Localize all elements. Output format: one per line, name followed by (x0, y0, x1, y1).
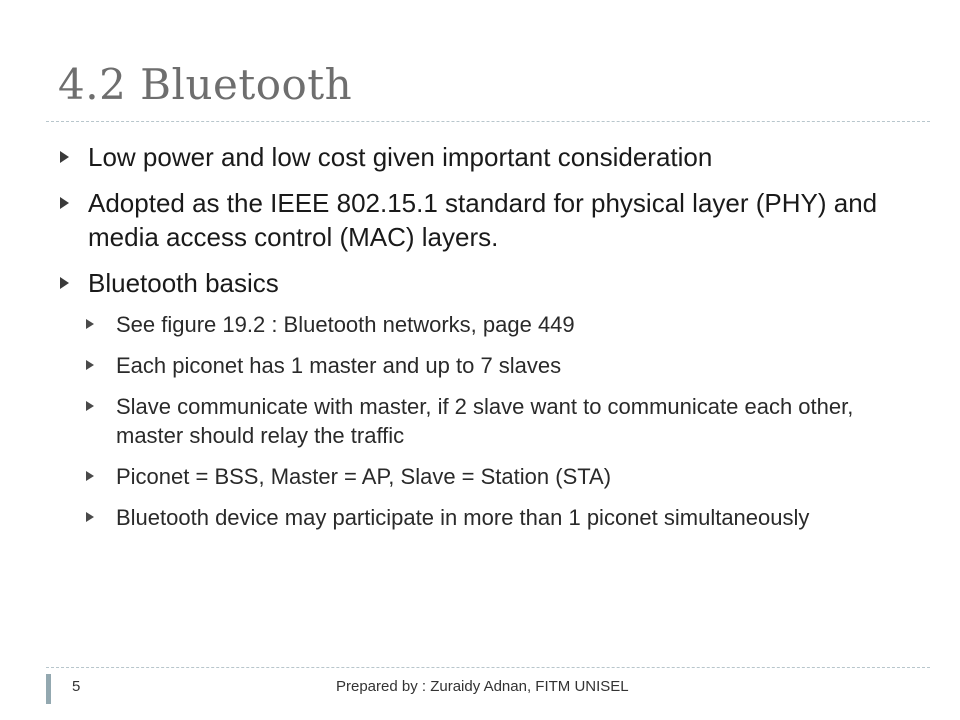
sub-bullet-text: Slave communicate with master, if 2 slave want to communicate each other, master should relay the traffic (116, 394, 854, 448)
bullet-item (58, 140, 918, 174)
sub-bullet-text: See figure 19.2 : Bluetooth networks, page 449 (116, 312, 575, 337)
triangle-bullet-icon (60, 277, 69, 289)
sub-bullet-text: Piconet = BSS, Master = AP, Slave = Station (STA) (116, 464, 612, 489)
triangle-bullet-icon (86, 360, 94, 370)
sub-bullet-item (86, 310, 918, 339)
bullet-text: Bluetooth basics (88, 268, 279, 298)
bullet-item (58, 186, 918, 254)
triangle-bullet-icon (60, 151, 69, 163)
bullet-text: Low power and low cost given important consideration (88, 142, 713, 172)
footer-credit: Prepared by : Zuraidy Adnan, FITM UNISEL (336, 678, 629, 695)
sub-bullet-item (86, 392, 918, 450)
sub-bullet-item (86, 462, 918, 491)
sub-bullet-item (86, 351, 918, 380)
sub-bullet-item (86, 503, 918, 532)
triangle-bullet-icon (86, 512, 94, 522)
page-number: 5 (72, 678, 81, 695)
footer-divider (46, 667, 930, 668)
bullet-item (58, 266, 918, 532)
footer-accent-bar (46, 674, 51, 704)
triangle-bullet-icon (86, 471, 94, 481)
sub-bullet-text: Each piconet has 1 master and up to 7 slaves (116, 353, 562, 378)
triangle-bullet-icon (86, 401, 94, 411)
triangle-bullet-icon (86, 319, 94, 329)
slide-title: 4.2 Bluetooth (58, 60, 353, 109)
sub-bullet-text: Bluetooth device may participate in more than 1 piconet simultaneously (116, 505, 810, 530)
triangle-bullet-icon (60, 197, 69, 209)
title-divider (46, 121, 930, 122)
sub-bullet-list (86, 310, 918, 532)
bullet-text: Adopted as the IEEE 802.15.1 standard for physical layer (PHY) and media access control (MAC) layers. (88, 188, 878, 252)
bullet-list (58, 140, 918, 544)
